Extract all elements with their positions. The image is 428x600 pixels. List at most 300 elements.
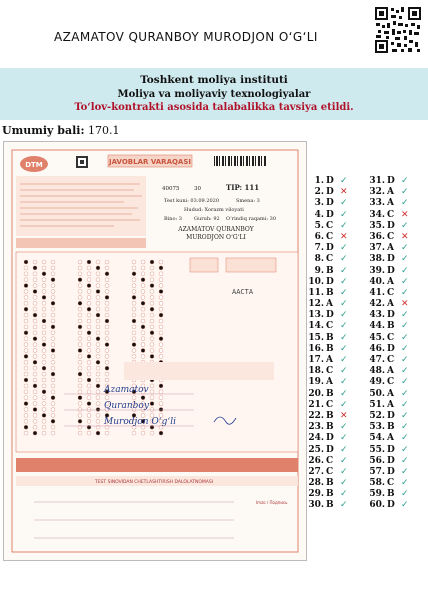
answer-bubble: [105, 396, 109, 400]
answer-bubble: [24, 384, 28, 388]
check-icon: ✓: [340, 299, 348, 310]
answer-bubble: [42, 307, 46, 311]
institute-name: Toshkent moliya instituti: [140, 74, 288, 86]
answer-bubble: [105, 378, 109, 382]
answer-bubble: [78, 366, 82, 370]
answer-bubble: [78, 390, 82, 394]
answer-bubble: [105, 337, 109, 341]
answer-bubble: [150, 354, 154, 358]
answer-row: [306, 333, 366, 344]
answer-bubble: [96, 331, 100, 335]
answer-bubble: [78, 349, 82, 353]
answer-letter: B: [326, 410, 334, 421]
question-number: 21.: [308, 399, 324, 410]
answer-bubble: [24, 378, 28, 382]
answer-bubble: [87, 402, 91, 406]
answer-bubble: [141, 354, 145, 358]
answer-bubble: [150, 349, 154, 353]
answer-bubble: [78, 343, 82, 347]
answer-bubble: [150, 260, 154, 264]
answer-row: [306, 288, 366, 299]
check-icon: ✓: [401, 176, 409, 186]
answer-bubble: [150, 337, 154, 341]
answer-bubble: [141, 349, 145, 353]
answer-bubble: [33, 313, 37, 317]
answer-bubble: [132, 396, 136, 400]
answer-bubble: [150, 307, 154, 311]
answer-letter: B: [387, 422, 395, 433]
answer-row: [306, 500, 366, 511]
answer-bubble: [51, 337, 55, 341]
answer-bubble: [96, 378, 100, 382]
answer-bubble: [132, 337, 136, 341]
answer-row: [306, 243, 366, 254]
answer-bubble: [96, 284, 100, 288]
answer-bubble: [33, 431, 37, 435]
answer-bubble: [150, 284, 154, 288]
answer-bubble: [132, 431, 136, 435]
answer-letter: C: [387, 377, 395, 388]
score-value: 170.1: [88, 124, 120, 137]
cross-icon: ✕: [340, 231, 348, 242]
answer-bubble: [96, 396, 100, 400]
answer-row: [367, 333, 427, 344]
answer-bubble: [24, 366, 28, 370]
answer-row: [367, 389, 427, 400]
answer-bubble: [42, 419, 46, 423]
answer-bubble: [42, 431, 46, 435]
question-number: 46.: [369, 343, 385, 354]
answer-letter: D: [326, 198, 334, 209]
question-number: 3.: [314, 198, 324, 209]
answer-bubble: [87, 431, 91, 435]
answer-bubble: [78, 337, 82, 341]
answer-letter: D: [387, 444, 395, 455]
answer-row: [306, 176, 366, 187]
answer-letter: A: [387, 433, 394, 444]
question-number: 40.: [369, 276, 385, 287]
question-number: 36.: [369, 231, 385, 242]
answer-bubble: [87, 337, 91, 341]
answer-bubble: [159, 408, 163, 412]
answer-bubble: [105, 360, 109, 364]
check-icon: ✓: [340, 500, 348, 511]
answer-bubble: [42, 331, 46, 335]
question-number: 11.: [308, 287, 324, 298]
cross-icon: ✕: [401, 299, 409, 310]
answer-bubble: [33, 343, 37, 347]
check-icon: ✓: [401, 366, 409, 377]
question-number: 6.: [314, 231, 324, 242]
answer-bubble: [78, 301, 82, 305]
answer-row: [306, 366, 366, 377]
answer-bubble: [132, 319, 136, 323]
answer-letter: A: [387, 198, 394, 209]
question-number: 43.: [369, 310, 385, 321]
answer-bubble: [159, 349, 163, 353]
question-number: 41.: [369, 287, 385, 298]
answer-bubble: [24, 266, 28, 270]
question-number: 51.: [369, 399, 385, 410]
answer-bubble: [159, 307, 163, 311]
answer-bubble: [33, 419, 37, 423]
check-icon: ✓: [340, 287, 348, 298]
check-icon: ✓: [340, 198, 348, 209]
answer-bubble: [78, 384, 82, 388]
answer-bubble: [51, 307, 55, 311]
question-number: 58.: [369, 478, 385, 489]
check-icon: ✓: [340, 276, 348, 287]
answer-bubble: [42, 354, 46, 358]
answer-bubble: [96, 319, 100, 323]
question-number: 27.: [308, 466, 324, 477]
answer-row: [306, 456, 366, 467]
answer-row: [306, 377, 366, 388]
check-icon: ✓: [340, 310, 348, 321]
answer-row: [367, 299, 427, 310]
check-icon: ✓: [401, 265, 409, 276]
answer-bubble: [87, 278, 91, 282]
check-icon: ✓: [340, 243, 348, 254]
recommendation-text: To‘lov-kontrakti asosida talabalikka tavsiya etildi.: [74, 102, 354, 113]
score-label: Umumiy bali: [2, 124, 81, 137]
answer-bubble: [33, 272, 37, 276]
question-number: 19.: [308, 377, 324, 388]
answer-bubble: [159, 354, 163, 358]
answer-bubble: [33, 331, 37, 335]
answer-bubble: [150, 402, 154, 406]
answer-bubble: [96, 431, 100, 435]
answer-bubble: [150, 431, 154, 435]
answer-bubble: [33, 325, 37, 329]
answer-bubble: [24, 325, 28, 329]
answer-bubble: [105, 319, 109, 323]
check-icon: ✓: [401, 243, 409, 254]
answer-bubble: [24, 408, 28, 412]
answer-bubble: [78, 331, 82, 335]
check-icon: ✓: [401, 321, 409, 332]
answer-bubble: [42, 272, 46, 276]
answer-bubble: [105, 290, 109, 294]
answer-bubble: [51, 343, 55, 347]
answer-bubble: [42, 384, 46, 388]
answer-bubble: [33, 307, 37, 311]
answer-bubble: [141, 343, 145, 347]
answer-bubble: [105, 260, 109, 264]
answer-bubble: [132, 307, 136, 311]
answer-bubble: [24, 402, 28, 406]
check-icon: ✓: [340, 366, 348, 377]
answer-row: [367, 366, 427, 377]
answer-letter: A: [387, 276, 394, 287]
question-number: 22.: [308, 410, 324, 421]
answer-letter: C: [387, 287, 395, 298]
answer-letter: D: [387, 265, 395, 276]
answer-bubble: [51, 266, 55, 270]
check-icon: ✓: [340, 220, 348, 231]
answer-bubble: [96, 402, 100, 406]
signature-patronymic: Murodjon O‘g‘li: [104, 417, 176, 427]
answer-bubble: [42, 290, 46, 294]
answer-bubble: [159, 384, 163, 388]
check-icon: ✓: [340, 422, 348, 433]
answer-letter: B: [326, 422, 334, 433]
answer-letter: C: [326, 466, 334, 477]
question-number: 20.: [308, 388, 324, 399]
question-number: 4.: [314, 209, 324, 220]
question-number: 57.: [369, 466, 385, 477]
answer-bubble: [33, 354, 37, 358]
answer-bubble: [96, 372, 100, 376]
answer-bubble: [96, 390, 100, 394]
answer-bubble: [87, 295, 91, 299]
answer-bubble: [33, 319, 37, 323]
answer-row: [367, 456, 427, 467]
answer-sheet-image: [3, 141, 307, 561]
answer-bubble: [51, 413, 55, 417]
answer-letter: C: [326, 220, 334, 231]
answer-bubble: [150, 266, 154, 270]
answer-row: [367, 467, 427, 478]
answer-bubble: [96, 360, 100, 364]
answer-bubble: [105, 343, 109, 347]
answer-bubble: [159, 431, 163, 435]
sheet-name-line2: MURODJON O‘G‘LI: [186, 234, 246, 241]
check-icon: ✓: [340, 489, 348, 500]
header: [0, 0, 428, 68]
answer-bubble: [24, 295, 28, 299]
answer-row: [367, 232, 427, 243]
sheet-test-date: Test kuni: 03.09.2020: [164, 198, 220, 204]
answer-bubble: [42, 313, 46, 317]
question-number: 1.: [314, 176, 324, 186]
answer-bubble: [24, 349, 28, 353]
answer-bubble: [87, 325, 91, 329]
answer-bubble: [51, 284, 55, 288]
answer-bubble: [78, 278, 82, 282]
answer-row: [367, 344, 427, 355]
answer-bubble: [150, 295, 154, 299]
answer-letter: D: [326, 276, 334, 287]
answer-bubble: [150, 325, 154, 329]
answer-bubble: [24, 337, 28, 341]
question-number: 25.: [308, 444, 324, 455]
total-score: Umumiy bali: 170.1: [2, 124, 120, 137]
answer-letter: A: [387, 243, 394, 254]
answer-row: [367, 243, 427, 254]
answer-letter: B: [387, 489, 395, 500]
answer-bubble: [159, 290, 163, 294]
answer-bubble: [51, 301, 55, 305]
answer-bubble: [87, 408, 91, 412]
answer-bubble: [96, 408, 100, 412]
check-icon: ✓: [340, 388, 348, 399]
answer-bubble: [87, 378, 91, 382]
answer-bubble: [33, 266, 37, 270]
answer-bubble: [150, 408, 154, 412]
answer-bubble: [132, 354, 136, 358]
answer-row: [306, 266, 366, 277]
answer-bubble: [33, 390, 37, 394]
answer-letter: D: [387, 176, 395, 186]
question-number: 14.: [308, 321, 324, 332]
answer-letter: B: [326, 332, 334, 343]
answer-letter: C: [326, 455, 334, 466]
answer-row: [367, 355, 427, 366]
check-icon: ✓: [340, 355, 348, 365]
answer-bubble: [159, 266, 163, 270]
answer-row: [367, 277, 427, 288]
answer-bubble: [96, 325, 100, 329]
answer-row: [367, 400, 427, 411]
check-icon: ✓: [401, 422, 409, 433]
answer-row: [367, 310, 427, 321]
answer-row: [367, 288, 427, 299]
sheet-smena: Smena: 3: [236, 198, 260, 204]
answer-letter: C: [387, 478, 395, 489]
answer-bubble: [132, 260, 136, 264]
answer-bubble: [87, 331, 91, 335]
check-icon: ✓: [340, 399, 348, 410]
answer-bubble: [42, 408, 46, 412]
answer-row: [367, 176, 427, 187]
answer-bubble: [132, 343, 136, 347]
question-number: 18.: [308, 366, 324, 377]
answer-bubble: [141, 319, 145, 323]
answer-bubble: [51, 354, 55, 358]
answer-letter: D: [387, 254, 395, 265]
question-number: 60.: [369, 500, 385, 511]
answer-bubble: [150, 396, 154, 400]
answer-bubble: [33, 402, 37, 406]
answer-letter: B: [326, 265, 334, 276]
answer-row: [367, 445, 427, 456]
answer-bubble: [42, 301, 46, 305]
question-number: 31.: [369, 176, 385, 186]
answer-letter: B: [326, 388, 334, 399]
question-number: 42.: [369, 299, 385, 310]
answer-row: [306, 310, 366, 321]
cross-icon: ✕: [401, 209, 409, 220]
answer-row: [306, 489, 366, 500]
answer-bubble: [51, 290, 55, 294]
answer-letter: B: [326, 287, 334, 298]
answer-bubble: [51, 402, 55, 406]
answer-bubble: [42, 278, 46, 282]
question-number: 52.: [369, 410, 385, 421]
sheet-code: 40075: [162, 186, 180, 192]
answer-bubble: [159, 313, 163, 317]
answer-bubble: [150, 301, 154, 305]
answer-letter: A: [326, 377, 333, 388]
check-icon: ✓: [401, 254, 409, 265]
check-icon: ✓: [401, 466, 409, 477]
answer-bubble: [42, 396, 46, 400]
answer-letter: D: [387, 310, 395, 321]
answer-row: [367, 266, 427, 277]
answer-bubble: [87, 313, 91, 317]
cross-icon: ✕: [401, 231, 409, 242]
check-icon: ✓: [340, 343, 348, 354]
answer-row: [367, 422, 427, 433]
answer-bubble: [78, 290, 82, 294]
answer-row: [367, 489, 427, 500]
answer-bubble: [42, 372, 46, 376]
answer-bubble: [87, 284, 91, 288]
answer-bubble: [24, 319, 28, 323]
check-icon: ✓: [401, 444, 409, 455]
answer-row: [306, 187, 366, 198]
answer-letter: D: [326, 176, 334, 186]
answer-bubble: [87, 384, 91, 388]
answer-sheet-graphic: [4, 142, 306, 560]
answer-bubble: [150, 290, 154, 294]
check-icon: ✓: [340, 433, 348, 444]
check-icon: ✓: [340, 444, 348, 455]
answer-bubble: [105, 349, 109, 353]
question-number: 8.: [314, 254, 324, 265]
program-name: Moliya va moliyaviy texnologiyalar: [117, 89, 311, 100]
answer-bubble: [141, 301, 145, 305]
answer-bubble: [51, 372, 55, 376]
answer-bubble: [42, 343, 46, 347]
answer-row: [306, 467, 366, 478]
answer-bubble: [33, 301, 37, 305]
answer-bubble: [141, 284, 145, 288]
answer-bubble: [33, 384, 37, 388]
answer-bubble: [96, 307, 100, 311]
question-number: 2.: [314, 187, 324, 198]
check-icon: ✓: [340, 209, 348, 220]
answer-bubble: [105, 307, 109, 311]
signature-firstname: Quranboy: [104, 401, 149, 411]
answer-bubble: [51, 425, 55, 429]
answer-bubble: [87, 372, 91, 376]
answer-bubble: [24, 354, 28, 358]
answer-bubble: [87, 260, 91, 264]
answer-letter: D: [326, 187, 334, 198]
answer-bubble: [24, 278, 28, 282]
variant-handwriting: AACTA: [232, 288, 254, 296]
check-icon: ✓: [401, 276, 409, 287]
question-number: 32.: [369, 187, 385, 198]
answer-bubble: [105, 366, 109, 370]
check-icon: ✓: [401, 489, 409, 500]
check-icon: ✓: [401, 287, 409, 298]
answer-bubble: [24, 372, 28, 376]
check-icon: ✓: [401, 310, 409, 321]
answer-bubble: [132, 301, 136, 305]
sheet-footer-mark: Imzo / Подпись: [256, 500, 288, 505]
question-number: 47.: [369, 355, 385, 365]
answer-bubble: [87, 360, 91, 364]
answer-row: [306, 344, 366, 355]
sheet-building: Bino: 3: [164, 216, 182, 222]
answer-row: [367, 377, 427, 388]
answer-row: [367, 433, 427, 444]
answers-column-2: [367, 176, 427, 512]
answer-bubble: [33, 290, 37, 294]
answer-bubble: [141, 295, 145, 299]
answer-letter: C: [326, 399, 334, 410]
answer-bubble: [42, 360, 46, 364]
answer-bubble: [132, 295, 136, 299]
check-icon: ✓: [340, 321, 348, 332]
sheet-region: Hudud: Xorazm viloyati: [184, 207, 244, 213]
answer-bubble: [96, 419, 100, 423]
question-number: 50.: [369, 388, 385, 399]
answer-bubble: [96, 349, 100, 353]
